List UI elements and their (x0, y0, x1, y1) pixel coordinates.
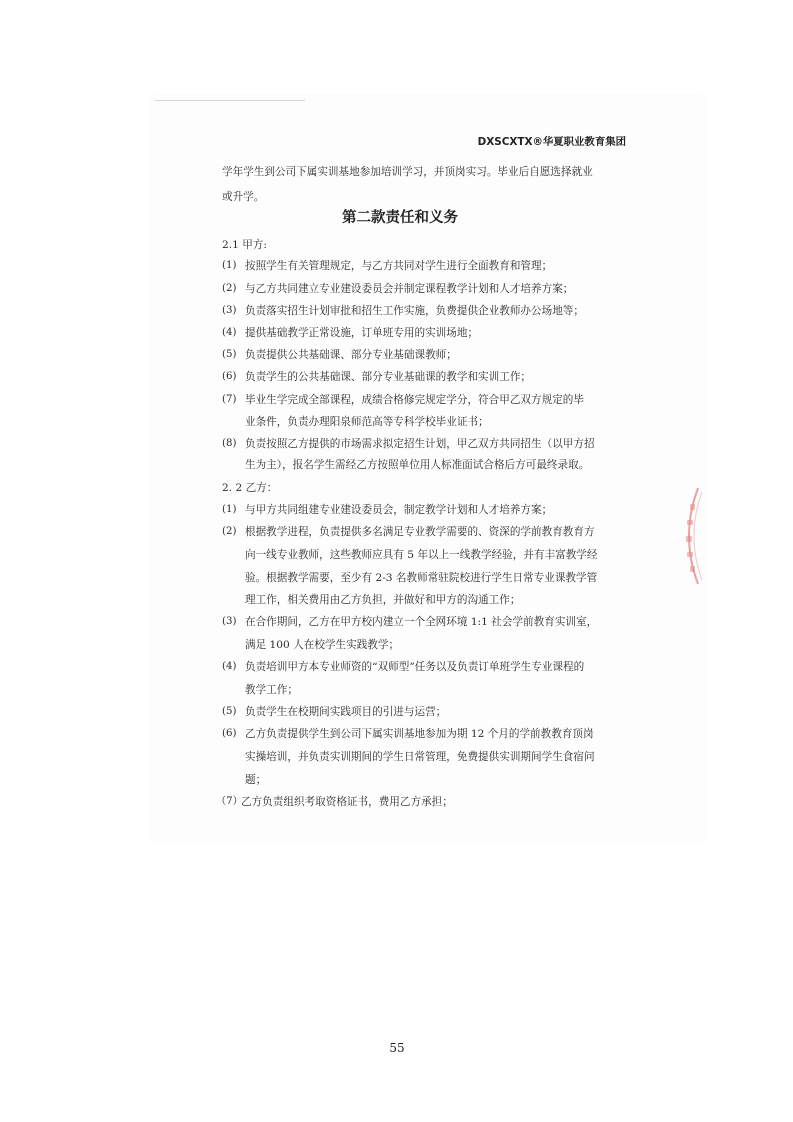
seal-fragment (676, 484, 706, 588)
item-text: 业条件，负责办理阳泉师范高等专科学校毕业证书； (245, 416, 489, 428)
item-text: 提供基础教学正常设施，订单班专用的实训场地； (245, 327, 479, 339)
party-a-heading: 2.1 甲方: (222, 239, 267, 251)
item-text: 理工作，相关费用由乙方负担，并做好和甲方的沟通工作； (245, 594, 521, 606)
item-text: 生为主），报名学生需经乙方按照单位用人标准面试合格后方可最终录取。 (245, 459, 590, 471)
item-number: (1) (222, 504, 237, 515)
intro-line: 或升学。 (222, 191, 265, 203)
item-text: 负责学生的公共基础课、部分专业基础课的教学和实训工作； (245, 371, 532, 383)
item-text: 负责学生在校期间实践项目的引进与运营； (245, 706, 447, 718)
top-rule (155, 100, 305, 101)
item-number: (7) (222, 394, 237, 405)
item-text: 实操培训，并负责实训期间的学生日常管理，免费提供实训期间学生食宿问 (245, 751, 595, 763)
header-brand: DXSCXTX®华夏职业教育集团 (477, 136, 626, 148)
item-number: (2) (222, 283, 237, 294)
item-number: (4) (222, 661, 237, 672)
item-text: 向一线专业教师，这些教师应具有 5 年以上一线教学经验，并有丰富教学经 (245, 549, 598, 561)
item-text: 负责按照乙方提供的市场需求拟定招生计划，甲乙双方共同招生（以甲方招 (245, 438, 595, 450)
item-number: (3) (222, 305, 237, 316)
item-text: 负责落实招生计划审批和招生工作实施，负费提供企业教师办公场地等； (245, 305, 584, 317)
item-number: (3) (222, 616, 237, 627)
item-text: 满足 100 人在校学生实践教学； (245, 639, 400, 651)
item-number: （7） (216, 796, 243, 807)
item-text: 乙方负责组织考取资格证书，费用乙方承担； (241, 796, 453, 808)
intro-line: 学年学生到公司下属实训基地参加培训学习，并顶岗实习。毕业后自愿选择就业 (222, 166, 593, 178)
item-text: 在合作期间，乙方在甲方校内建立一个全网环境 1:1 社会学前教育实训室， (245, 616, 598, 628)
item-number: (2) (222, 526, 237, 537)
party-b-heading: 2. 2 乙方： (222, 482, 278, 494)
item-text: 负责提供公共基础课、部分专业基础课教师； (245, 349, 457, 361)
item-number: (5) (222, 349, 237, 360)
item-text: 负责培训甲方本专业师资的“双师型”任务以及负责订单班学生专业课程的 (245, 661, 585, 673)
item-number: (4) (222, 327, 237, 338)
item-text: 按照学生有关管理规定，与乙方共同对学生进行全面教育和管理； (245, 260, 553, 272)
item-number: (8) (222, 438, 237, 449)
item-text: 乙方负责提供学生到公司下属实训基地参加为期 12 个月的学前教教育顶岗 (245, 728, 594, 740)
item-number: (6) (222, 728, 237, 739)
item-text: 与乙方共同建立专业建设委员会并制定课程教学计划和人才培养方案； (245, 283, 574, 295)
item-number: (5) (222, 706, 237, 717)
item-number: (6) (222, 371, 237, 382)
item-text: 教学工作； (245, 684, 298, 696)
item-number: (1) (222, 260, 237, 271)
item-text: 毕业生学完成全部课程，成绩合格修完规定学分，符合甲乙双方规定的毕 (245, 394, 584, 406)
item-text: 根据教学进程，负责提供多名满足专业教学需要的、资深的学前教育教育方 (245, 526, 595, 538)
item-text: 题； (245, 774, 267, 786)
page-number: 55 (389, 1041, 405, 1055)
section-title: 第二款责任和义务 (342, 209, 458, 226)
item-text: 与甲方共同组建专业建设委员会，制定教学计划和人才培养方案； (245, 504, 553, 516)
item-text: 验。根据教学需要，至少有 2-3 名教师常驻院校进行学生日常专业课教学管 (245, 572, 598, 584)
